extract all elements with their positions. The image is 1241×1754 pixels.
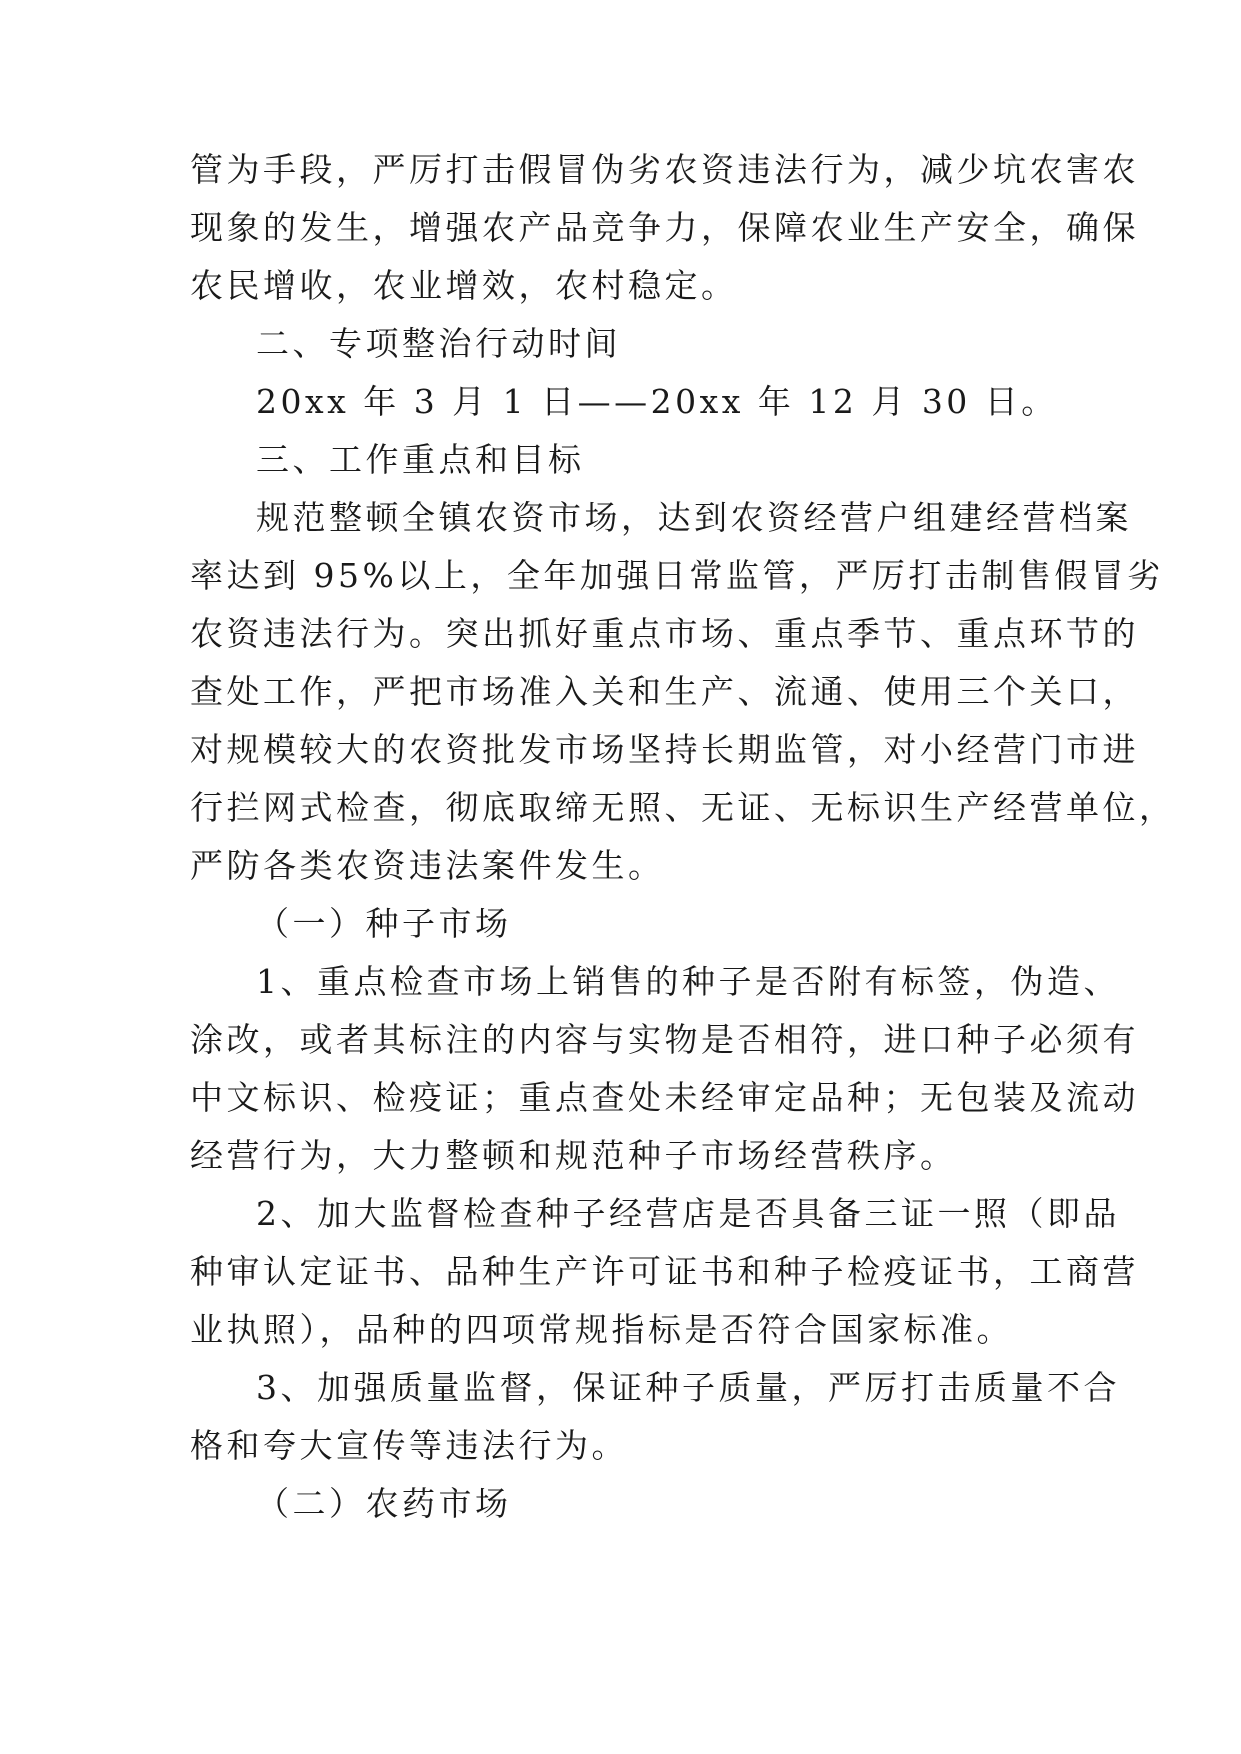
text-line: 行拦网式检查，彻底取缔无照、无证、无标识生产经营单位， (190, 788, 1176, 827)
text-line: 规范整顿全镇农资市场，达到农资经营户组建经营档案 (256, 498, 1132, 537)
text-line: 种审认定证书、品种生产许可证书和种子检疫证书，工商营 (190, 1252, 1139, 1291)
text-line: 2、加大监督检查种子经营店是否具备三证一照（即品 (256, 1194, 1120, 1233)
text-line: 业执照），品种的四项常规指标是否符合国家标准。 (190, 1310, 1013, 1349)
date-range: 20xx 年 3 月 1 日——20xx 年 12 月 30 日。 (256, 382, 1058, 421)
subsection-heading-pesticides: （二）农药市场 (256, 1484, 512, 1523)
subsection-heading-seeds: （一）种子市场 (256, 904, 512, 943)
text-line: 严防各类农资违法案件发生。 (190, 846, 665, 885)
text-line: 3、加强质量监督，保证种子质量，严厉打击质量不合 (256, 1368, 1120, 1407)
text-line: 1、重点检查市场上销售的种子是否附有标签，伪造、 (256, 962, 1120, 1001)
section-heading-time: 二、专项整治行动时间 (256, 324, 621, 363)
text-line: 查处工作，严把市场准入关和生产、流通、使用三个关口， (190, 672, 1139, 711)
text-line: 对规模较大的农资批发市场坚持长期监管，对小经营门市进 (190, 730, 1139, 769)
section-heading-goals: 三、工作重点和目标 (256, 440, 585, 479)
text-line: 中文标识、检疫证；重点查处未经审定品种；无包装及流动 (190, 1078, 1139, 1117)
text-line: 经营行为，大力整顿和规范种子市场经营秩序。 (190, 1136, 957, 1175)
text-line: 现象的发生，增强农产品竞争力，保障农业生产安全，确保 (190, 208, 1139, 247)
text-line: 农民增收，农业增效，农村稳定。 (190, 266, 738, 305)
text-line: 率达到 95%以上，全年加强日常监管，严厉打击制售假冒劣 (190, 556, 1164, 595)
text-line: 农资违法行为。突出抓好重点市场、重点季节、重点环节的 (190, 614, 1139, 653)
text-line: 涂改，或者其标注的内容与实物是否相符，进口种子必须有 (190, 1020, 1139, 1059)
text-line: 管为手段，严厉打击假冒伪劣农资违法行为，减少坑农害农 (190, 150, 1139, 189)
text-line: 格和夸大宣传等违法行为。 (190, 1426, 628, 1465)
